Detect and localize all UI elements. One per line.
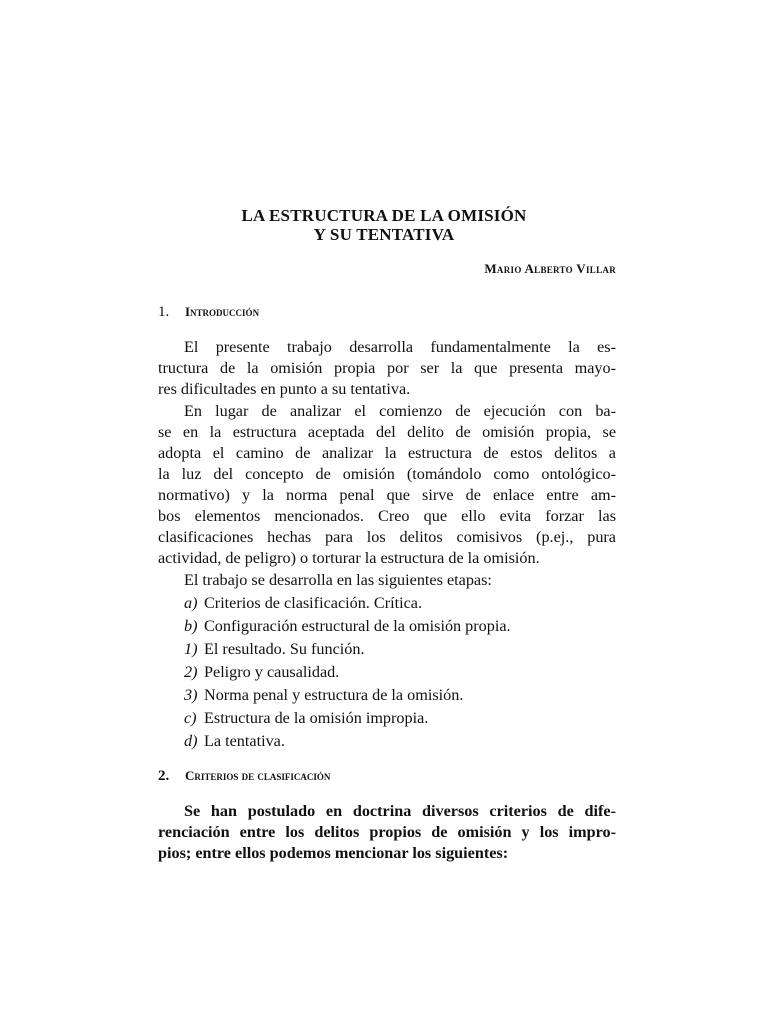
list-item (184, 615, 511, 637)
paragraph-line: El trabajo se desarrolla en las siguientes etapas: (184, 571, 492, 589)
paragraph-line: la luz del concepto de omisión (tomándolo como ontológico- (158, 465, 616, 483)
list-item-text: Peligro y causalidad. (204, 663, 340, 681)
list-marker: 3) (184, 686, 198, 704)
paragraph-line: se en la estructura aceptada del delito de omisión propia, se (158, 423, 616, 441)
section-number: 1. (158, 304, 170, 320)
paragraph-line: bos elementos mencionados. Creo que ello evita forzar las (158, 507, 616, 525)
list-item-text: Estructura de la omisión impropia. (204, 709, 429, 727)
paragraph-line: actividad, de peligro) o torturar la estructura de la omisión. (158, 549, 540, 567)
list-item (184, 638, 365, 660)
list-marker: d) (184, 732, 198, 750)
list-item-text: Criterios de clasificación. Crítica. (204, 594, 423, 612)
section-heading-introduccion (158, 304, 259, 321)
list-item (184, 661, 339, 683)
list-item (184, 592, 422, 614)
list-item-text: Configuración estructural de la omisión propia. (204, 617, 511, 635)
list-item-text: El resultado. Su función. (204, 640, 365, 658)
document-title-line-2: Y SU TENTATIVA (313, 225, 455, 244)
document-title-line-1: LA ESTRUCTURA DE LA OMISIÓN (241, 206, 527, 225)
paragraph-line: El presente trabajo desarrolla fundamentalmente la es- (184, 338, 616, 356)
list-item-text: La tentativa. (204, 732, 285, 750)
list-marker: 2) (184, 663, 198, 681)
list-item-text: Norma penal y estructura de la omisión. (204, 686, 464, 704)
paragraph-line: tructura de la omisión propia por ser la que presenta mayo- (158, 359, 616, 377)
paragraph-line: Se han postulado en doctrina diversos criterios de dife- (184, 802, 616, 820)
list-item (184, 684, 463, 706)
paragraph-line: res dificultades en punto a su tentativa. (158, 380, 411, 398)
paragraph-line: En lugar de analizar el comienzo de ejecución con ba- (184, 402, 616, 420)
section-title: Criterios de clasificación (185, 768, 331, 783)
author-name: Mario Alberto Villar (484, 261, 616, 276)
paragraph-line: pios; entre ellos podemos mencionar los siguientes: (158, 844, 509, 862)
paragraph-line: adopta el camino de analizar la estructura de estos delitos a (158, 444, 616, 462)
paragraph-line: normativo) y la norma penal que sirve de enlace entre am- (158, 486, 616, 504)
section-number: 2. (158, 768, 170, 784)
paragraph-line: clasificaciones hechas para los delitos comisivos (p.ej., pura (158, 528, 616, 546)
section-title: Introducción (185, 304, 260, 319)
list-marker: a) (184, 594, 198, 612)
list-marker: b) (184, 617, 198, 635)
paragraph-line: renciación entre los delitos propios de omisión y los impro- (158, 823, 616, 841)
list-item (184, 707, 428, 729)
list-item (184, 730, 285, 752)
list-marker: 1) (184, 640, 198, 658)
list-marker: c) (184, 709, 197, 727)
section-heading-criterios (158, 768, 330, 785)
